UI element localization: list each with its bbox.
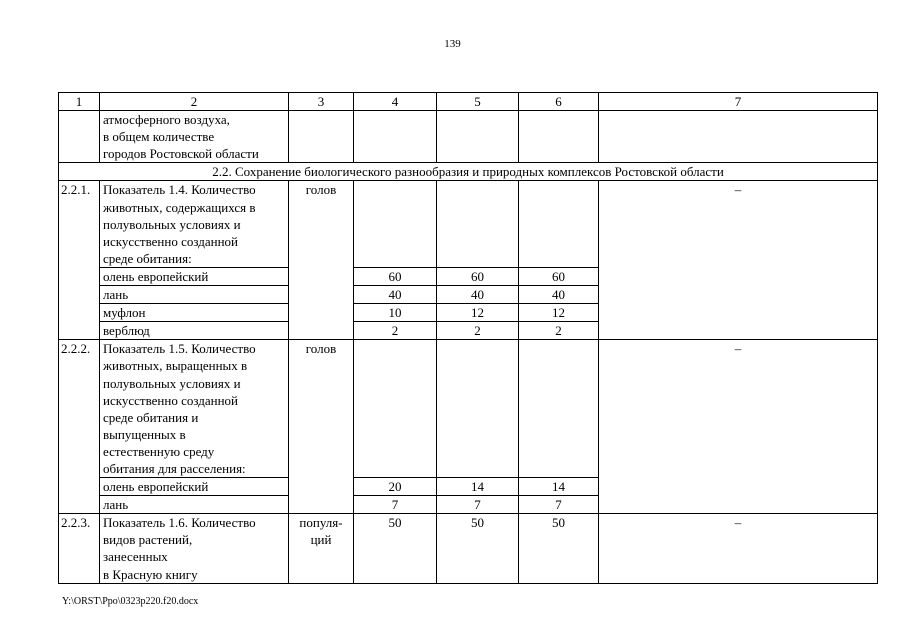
- value-cell: 60: [354, 267, 437, 285]
- indicator-description: [100, 111, 289, 163]
- row-number: 2.2.1.: [59, 181, 100, 340]
- table-row: [59, 111, 878, 163]
- text-line: в Красную книгу: [103, 566, 198, 582]
- unit-cell: голов: [289, 181, 354, 340]
- text-line: обитания для расселения:: [103, 460, 246, 476]
- value-cell: 40: [354, 286, 437, 304]
- text-line: животных, выращенных в: [103, 358, 248, 374]
- value-cell: 40: [519, 286, 599, 304]
- text-line: занесенных: [103, 549, 168, 565]
- page-number: 139: [444, 38, 461, 50]
- text-line: ций: [310, 532, 332, 548]
- species-name: лань: [100, 496, 289, 514]
- section-title: 2.2. Сохранение биологического разнообразия и природных комплексов Ростовской области: [59, 163, 878, 181]
- text-line: атмосферного воздуха,: [103, 112, 230, 128]
- text-line: естественную среду: [103, 443, 215, 459]
- header-cell: 1: [59, 93, 100, 111]
- text-line: среде обитания:: [103, 250, 192, 266]
- indicator-description: [100, 181, 289, 267]
- file-path-footer: Y:\ORST\Ppo\0323p220.f20.docx: [62, 596, 199, 607]
- value-cell: 50: [437, 514, 519, 583]
- value-cell: 10: [354, 304, 437, 322]
- table-row: [59, 181, 878, 267]
- value-cell: 60: [519, 267, 599, 285]
- text-line: выпущенных в: [103, 426, 186, 442]
- species-name: муфлон: [100, 304, 289, 322]
- species-name: олень европейский: [100, 478, 289, 496]
- header-cell: 7: [599, 93, 878, 111]
- note-cell: –: [599, 514, 878, 583]
- value-cell: 14: [437, 478, 519, 496]
- text-line: Показатель 1.6. Количество: [103, 515, 256, 531]
- text-line: видов растений,: [103, 532, 193, 548]
- value-cell: 14: [519, 478, 599, 496]
- species-name: верблюд: [100, 322, 289, 340]
- row-number: 2.2.2.: [59, 340, 100, 514]
- text-line: популя-: [299, 515, 343, 531]
- note-cell: –: [599, 340, 878, 514]
- unit-cell: голов: [289, 340, 354, 514]
- text-line: Показатель 1.4. Количество: [103, 182, 256, 198]
- header-cell: 5: [437, 93, 519, 111]
- text-line: полувольных условиях и: [103, 375, 241, 391]
- indicator-description: [100, 514, 289, 583]
- text-line: городов Ростовской области: [103, 146, 259, 162]
- table-row: [59, 340, 878, 478]
- table-row: [59, 514, 878, 583]
- value-cell: 20: [354, 478, 437, 496]
- indicator-description: [100, 340, 289, 478]
- header-row: [59, 93, 878, 111]
- value-cell: 2: [519, 322, 599, 340]
- value-cell: 7: [354, 496, 437, 514]
- text-line: в общем количестве: [103, 129, 215, 145]
- text-line: Показатель 1.5. Количество: [103, 341, 256, 357]
- text-line: среде обитания и: [103, 409, 199, 425]
- value-cell: 7: [519, 496, 599, 514]
- text-line: искусственно созданной: [103, 233, 239, 249]
- value-cell: 60: [437, 267, 519, 285]
- header-cell: 6: [519, 93, 599, 111]
- header-cell: 2: [100, 93, 289, 111]
- indicators-table: [58, 92, 878, 584]
- section-row: [59, 163, 878, 181]
- value-cell: 7: [437, 496, 519, 514]
- text-line: искусственно созданной: [103, 392, 239, 408]
- unit-cell: [289, 514, 354, 583]
- note-cell: –: [599, 181, 878, 340]
- species-name: олень европейский: [100, 267, 289, 285]
- header-cell: 4: [354, 93, 437, 111]
- value-cell: 12: [437, 304, 519, 322]
- species-name: лань: [100, 286, 289, 304]
- value-cell: 50: [519, 514, 599, 583]
- value-cell: 2: [354, 322, 437, 340]
- value-cell: 40: [437, 286, 519, 304]
- text-line: полувольных условиях и: [103, 216, 241, 232]
- value-cell: 12: [519, 304, 599, 322]
- value-cell: 2: [437, 322, 519, 340]
- text-line: животных, содержащихся в: [103, 199, 256, 215]
- row-number: 2.2.3.: [59, 514, 100, 583]
- value-cell: 50: [354, 514, 437, 583]
- header-cell: 3: [289, 93, 354, 111]
